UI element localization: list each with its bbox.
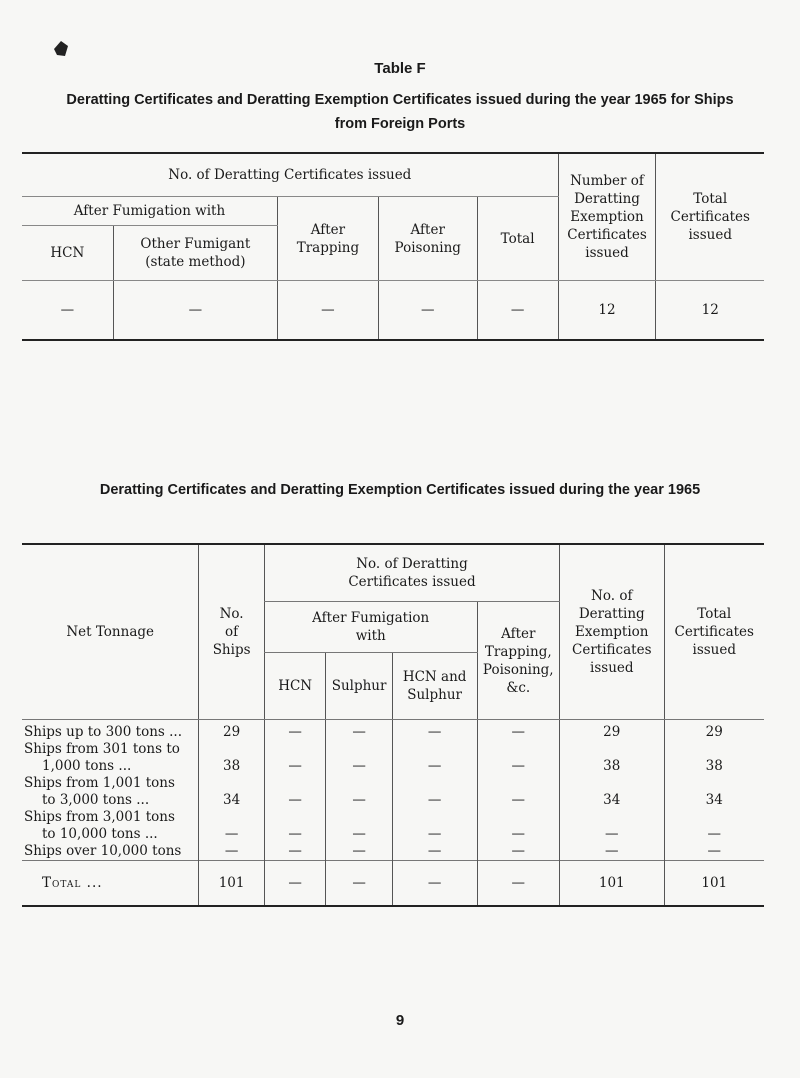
cell: 38 xyxy=(199,741,265,775)
row-label-line: to 10,000 tons ... xyxy=(42,826,158,842)
row-label xyxy=(22,720,199,742)
row-label-line: Ships from 1,001 tons xyxy=(24,775,175,791)
cell: — xyxy=(392,775,477,809)
total-row xyxy=(22,861,764,907)
header-total-certificates: Total Certificates issued xyxy=(664,544,764,720)
cell: 34 xyxy=(664,775,764,809)
cell: — xyxy=(560,809,664,843)
header-after-fumigation: After Fumigation with xyxy=(22,197,277,226)
cell: 12 xyxy=(558,281,656,341)
header-number-exemption: Number of Deratting Exemption Certificates issued xyxy=(558,153,656,281)
cell: — xyxy=(477,861,560,907)
table-2 xyxy=(22,543,764,907)
row-label-line: Ships up to 300 tons ... xyxy=(24,724,182,740)
total-label: Total ... xyxy=(42,874,103,891)
table-f-heading: Deratting Certificates and Deratting Exemption Certificates issued during the year 1965 for Ships from Foreign Ports xyxy=(66,92,734,132)
cell: 29 xyxy=(560,720,664,742)
header-total: Total xyxy=(477,197,558,281)
cell: 38 xyxy=(664,741,764,775)
cell: — xyxy=(113,281,277,341)
cell: — xyxy=(477,741,560,775)
table-row xyxy=(22,720,764,742)
cell: — xyxy=(264,720,326,742)
cell: 29 xyxy=(664,720,764,742)
row-label-line: to 3,000 tons ... xyxy=(42,792,150,808)
row-label xyxy=(22,775,199,809)
header-other-fumigant: Other Fumigant (state method) xyxy=(113,226,277,281)
cell: 34 xyxy=(199,775,265,809)
header-no-derat-issued: No. of Deratting Certificates issued xyxy=(22,153,558,197)
cell: — xyxy=(378,281,477,341)
cell: — xyxy=(392,843,477,861)
cell: — xyxy=(199,809,265,843)
cell: 29 xyxy=(199,720,265,742)
cell: — xyxy=(477,843,560,861)
cell: — xyxy=(392,741,477,775)
cell: — xyxy=(264,741,326,775)
row-label-line: 1,000 tons ... xyxy=(42,758,132,774)
table-row xyxy=(22,809,764,843)
cell: — xyxy=(477,281,558,341)
cell: — xyxy=(326,809,392,843)
cell: — xyxy=(277,281,378,341)
cell: — xyxy=(326,861,392,907)
cell: — xyxy=(264,809,326,843)
cell: 101 xyxy=(664,861,764,907)
table-row xyxy=(22,741,764,775)
cell: — xyxy=(264,843,326,861)
page-number: 9 xyxy=(395,1012,405,1029)
cell: 12 xyxy=(656,281,764,341)
header-total-certificates: Total Certificates issued xyxy=(656,153,764,281)
row-label xyxy=(22,741,199,775)
table-row xyxy=(22,281,764,341)
cell: — xyxy=(664,809,764,843)
cell: — xyxy=(264,861,326,907)
row-label-line: Ships over 10,000 tons xyxy=(24,843,182,859)
table-f xyxy=(22,152,764,341)
row-label xyxy=(22,843,199,861)
printer-mark-icon xyxy=(52,40,70,58)
table-f-title: Table F xyxy=(374,60,426,77)
header-no-of-ships: No. of Ships xyxy=(199,544,265,720)
cell: — xyxy=(264,775,326,809)
cell: — xyxy=(477,809,560,843)
header-after-trapping: After Trapping xyxy=(277,197,378,281)
table-row xyxy=(22,775,764,809)
cell: — xyxy=(560,843,664,861)
table-2-heading: Deratting Certificates and Deratting Exemption Certificates issued during the year 1965 xyxy=(99,482,701,498)
header-sulphur: Sulphur xyxy=(326,653,392,720)
cell: — xyxy=(326,775,392,809)
header-after-fumigation: After Fumigation with xyxy=(264,602,477,653)
header-after-poisoning: After Poisoning xyxy=(378,197,477,281)
cell: — xyxy=(477,775,560,809)
header-no-exemption: No. of Deratting Exemption Certificates issued xyxy=(560,544,664,720)
cell: — xyxy=(392,809,477,843)
cell: 38 xyxy=(560,741,664,775)
table-row xyxy=(22,843,764,861)
cell: — xyxy=(664,843,764,861)
cell: — xyxy=(60,302,75,318)
header-net-tonnage: Net Tonnage xyxy=(22,544,199,720)
header-hcn: HCN xyxy=(264,653,326,720)
cell: — xyxy=(326,720,392,742)
row-label-line: Ships from 301 tons to xyxy=(24,741,180,757)
header-after-trapping: After Trapping, Poisoning, &c. xyxy=(477,602,560,720)
cell: — xyxy=(326,843,392,861)
cell: 101 xyxy=(199,861,265,907)
cell: — xyxy=(199,843,265,861)
cell: — xyxy=(392,720,477,742)
cell: — xyxy=(392,861,477,907)
header-hcn: HCN xyxy=(22,226,113,281)
row-label xyxy=(22,809,199,843)
cell: 34 xyxy=(560,775,664,809)
cell: — xyxy=(477,720,560,742)
cell: — xyxy=(326,741,392,775)
row-label-line: Ships from 3,001 tons xyxy=(24,809,175,825)
header-no-derat-issued: No. of Deratting Certificates issued xyxy=(264,544,559,602)
cell: 101 xyxy=(560,861,664,907)
header-hcn-and-sulphur: HCN and Sulphur xyxy=(392,653,477,720)
